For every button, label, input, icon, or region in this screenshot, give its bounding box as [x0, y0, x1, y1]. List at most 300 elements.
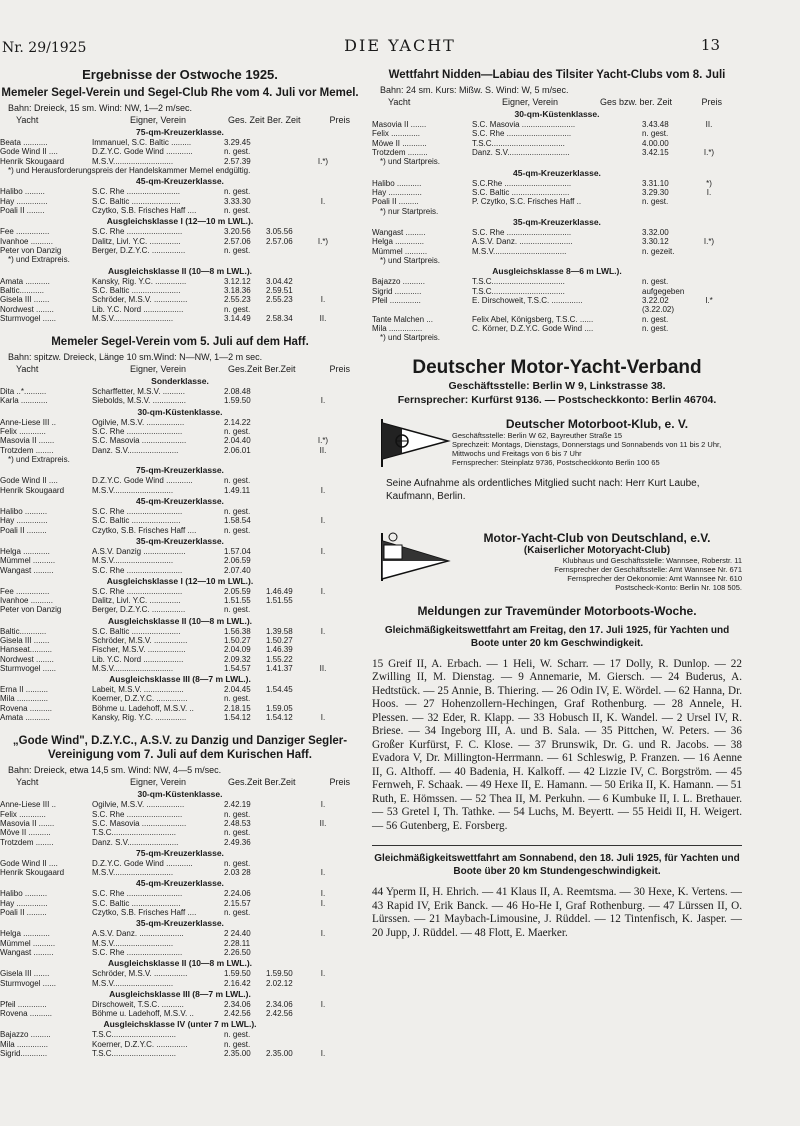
class-heading: Ausgleichsklasse I (12—10 m LWL.).: [106, 575, 254, 586]
corrected-time: [266, 1040, 306, 1049]
result-row: [0, 868, 360, 877]
owner-club: Dalitz, Livl. Y.C. ..............: [92, 596, 181, 606]
owner-club: Felix Abel, Königsberg, T.S.C. ......: [472, 314, 594, 324]
result-row: [0, 138, 360, 147]
column-headers: [0, 115, 360, 126]
elapsed-time: 2.42.56: [224, 1009, 251, 1019]
footnote: *) und Extrapreis.: [8, 454, 70, 464]
owner-club: Danz. S.V............................: [472, 147, 570, 157]
elapsed-time: 2.48.53: [224, 818, 251, 828]
meldungen-title: Meldungen zur Travemünder Motorboots-Woche.: [417, 603, 697, 618]
right-column: [372, 68, 742, 940]
result-row: [0, 1000, 360, 1009]
result-row: [0, 147, 360, 156]
race-time: n. gest.: [642, 314, 669, 324]
race-course: Bahn: Dreieck, 15 sm. Wind: NW, 1—2 m/sec.: [8, 103, 193, 113]
corrected-time: [266, 427, 306, 436]
elapsed-time: 3.14.49: [224, 313, 251, 323]
result-row: [0, 655, 360, 664]
column-headers: [0, 364, 360, 375]
owner-club: Danz. S.V.......................: [92, 445, 179, 455]
yacht-name: Fee ...............: [0, 586, 50, 596]
corrected-time: 1.55.22: [266, 654, 293, 664]
yacht-name: Mümmel ..........: [0, 938, 56, 948]
column-header: Ges.Zeit Ber.Zeit: [228, 777, 296, 788]
owner-club: D.Z.Y.C. Gode Wind ............: [92, 858, 193, 868]
result-row: [372, 228, 742, 237]
owner-club: A.S.V. Danz. ........................: [472, 237, 573, 247]
prize: [306, 859, 340, 868]
prize: I.: [320, 516, 326, 526]
prize: I.: [320, 969, 326, 979]
prize: I.: [320, 800, 326, 810]
race-time: 4.00.00: [642, 138, 669, 148]
race-time: 3.22.02: [642, 296, 669, 306]
result-row: [372, 324, 742, 333]
divider: [372, 845, 742, 846]
elapsed-time: n. gest.: [224, 205, 251, 215]
result-row: [0, 206, 360, 215]
race-time: 3.30.12: [642, 237, 669, 247]
yacht-name: Mümmel ..........: [0, 556, 56, 566]
dmk-message: Seine Aufnahme als ordentliches Mitglied sucht nach: Herr Kurt Laube, Kaufmann, Berlin.: [386, 477, 700, 502]
owner-club: Lib. Y.C. Nord ..................: [92, 304, 184, 314]
result-row: [0, 556, 360, 565]
corrected-time: [266, 246, 306, 255]
elapsed-time: n. gest.: [224, 605, 251, 615]
yacht-name: Sturmvogel ......: [0, 978, 57, 988]
column-header: Preis: [329, 364, 350, 375]
owner-club: Schröder, M.S.V. ...............: [92, 295, 188, 305]
corrected-time: 2.42.56: [266, 1009, 293, 1019]
dmyv-address: Geschäftsstelle: Berlin W 9, Linkstrasse 38.: [448, 379, 666, 392]
corrected-time: [266, 305, 306, 314]
yacht-name: Trotzdem ........: [0, 445, 54, 455]
column-header: Eigner, Verein: [129, 777, 187, 788]
owner-club: S.C. Baltic ......................: [92, 898, 181, 908]
elapsed-time: n. gest.: [224, 525, 251, 535]
result-row: [0, 645, 360, 654]
prize: [306, 655, 340, 664]
column-header: Preis: [329, 777, 350, 788]
result-row: [372, 277, 742, 286]
column-header: Ges.Zeit Ber.Zeit: [228, 364, 296, 375]
race-block: [372, 68, 742, 343]
prize: [306, 556, 340, 565]
result-row: [0, 664, 360, 673]
yacht-name: Anne-Liese III ..: [0, 417, 57, 427]
class-heading: Ausgleichsklasse I (12—10 m LWL.).: [106, 216, 254, 227]
elapsed-time: 3.29.45: [224, 138, 251, 147]
corrected-time: 1.59.50: [266, 969, 293, 979]
prize: [694, 287, 724, 296]
yacht-name: [372, 305, 472, 314]
class-heading: Ausgleichsklasse II (10—8 m LWL.).: [107, 615, 253, 626]
result-row: [0, 969, 360, 978]
result-row: [372, 247, 742, 256]
owner-club: S.C. Rhe .........................: [92, 889, 183, 899]
result-row: [372, 237, 742, 246]
column-header: Eigner, Verein: [501, 97, 559, 107]
class-heading: Ausgleichsklasse 8—6 m LWL.).: [492, 266, 622, 277]
corrected-time: 3.04.42: [266, 276, 293, 286]
prize: [306, 948, 340, 957]
result-row: [0, 939, 360, 948]
result-row: [0, 1009, 360, 1018]
prize: I.: [320, 626, 326, 636]
yacht-name: Gode Wind II ....: [0, 858, 58, 868]
prize: II.: [319, 818, 327, 828]
corrected-time: [266, 147, 306, 156]
elapsed-time: 2.14.22: [224, 417, 251, 427]
result-row: [372, 287, 742, 296]
race-title: „Gode Wind", D.Z.Y.C., A.S.V. zu Danzig und Danziger Segler-Vereinigung vom 7. Juli auf dem Kurischen Haff.: [12, 735, 348, 762]
yacht-name: Mila ..............: [0, 694, 49, 704]
class-heading: 45-qm-Kreuzerklasse.: [136, 878, 224, 889]
elapsed-time: 3.33.30: [224, 196, 251, 206]
corrected-time: [266, 929, 306, 938]
result-row: [372, 197, 742, 206]
owner-club: M.S.V...........................: [92, 156, 174, 166]
class-heading: 75-qm-Kreuzerklasse.: [136, 847, 224, 858]
class-heading: Ausgleichsklasse II (10—8 m LWL.).: [107, 265, 253, 276]
elapsed-time: 2.35.00: [224, 1049, 251, 1059]
owner-club: Siebolds, M.S.V. ...............: [92, 396, 186, 406]
yacht-name: Bajazzo .........: [0, 1030, 51, 1040]
elapsed-time: n. gest.: [224, 507, 251, 517]
owner-club: S.C. Masovia ....................: [92, 436, 187, 446]
result-row: [0, 436, 360, 445]
elapsed-time: n. gest.: [224, 828, 251, 838]
result-row: [0, 587, 360, 596]
elapsed-time: 1.54.57: [224, 663, 251, 673]
prize: [694, 139, 724, 148]
prize: [306, 286, 340, 295]
owner-club: D.Z.Y.C. Gode Wind ............: [92, 476, 193, 486]
footnote: *) und Startpreis.: [380, 333, 441, 343]
elapsed-time: 2.55.23: [224, 295, 251, 305]
column-header: Yacht: [388, 97, 411, 107]
result-row: [0, 507, 360, 516]
prize: [306, 277, 340, 286]
elapsed-time: 2.42.19: [224, 800, 251, 810]
elapsed-time: n. gest.: [224, 245, 251, 255]
class-heading: 30-qm-Küstenklasse.: [137, 789, 223, 800]
prize: I.: [320, 889, 326, 899]
corrected-time: 1.51.55: [266, 596, 293, 606]
page-number: 13: [700, 36, 720, 54]
owner-club: S.C. Baltic ..........................: [472, 187, 570, 197]
race-time: (3.22.02): [642, 305, 675, 315]
yacht-name: Rovena ..........: [0, 703, 53, 713]
corrected-time: [266, 819, 306, 828]
class-heading: 35-qm-Kreuzerklasse.: [513, 217, 601, 228]
corrected-time: 2.35.00: [266, 1049, 293, 1059]
class-heading: Ausgleichsklasse IV (unter 7 m LWL.).: [103, 1019, 257, 1030]
result-row: [0, 636, 360, 645]
yacht-name: Gisela III .......: [0, 969, 50, 979]
corrected-time: 1.50.27: [266, 636, 293, 645]
owner-club: Berger, D.Z.Y.C. ...............: [92, 605, 186, 615]
prize: [306, 1009, 340, 1018]
yacht-name: Halibo .........: [0, 187, 45, 197]
result-row: [0, 889, 360, 898]
owner-club: Ogilvie, M.S.V. .................: [92, 800, 185, 810]
prize: I.: [320, 999, 326, 1009]
owner-club: T.S.C.............................: [92, 1030, 177, 1040]
column-headers: [372, 97, 742, 108]
yacht-name: Beata ...........: [0, 138, 48, 147]
elapsed-time: 1.51.55: [224, 596, 251, 606]
yacht-name: Helga ............: [0, 546, 50, 556]
result-row: [372, 305, 742, 314]
myc-phone1: Fernsprecher der Geschäftsstelle: Amt Wannsee Nr. 671: [554, 564, 742, 574]
elapsed-time: n. gest.: [224, 694, 251, 704]
prize: [306, 418, 340, 427]
prize: [306, 605, 340, 614]
yacht-name: Gisela III .......: [0, 636, 50, 645]
elapsed-time: 2.03 28: [224, 868, 251, 878]
class-heading: 35-qm-Kreuzerklasse.: [136, 918, 224, 929]
yacht-name: Trotzdem .........: [372, 147, 428, 157]
corrected-time: [266, 197, 306, 206]
prize: *): [706, 178, 712, 188]
elapsed-time: n. gest.: [224, 1039, 251, 1049]
elapsed-time: 1.59.50: [224, 396, 251, 406]
yacht-name: Trotzdem ........: [0, 837, 54, 847]
yacht-name: Hanseat..........: [0, 645, 53, 655]
elapsed-time: 2.57.06: [224, 236, 251, 246]
owner-club: M.S.V...........................: [92, 313, 174, 323]
corrected-time: [266, 157, 306, 166]
owner-club: S.C. Rhe .........................: [92, 507, 183, 517]
yacht-name: Poali II .........: [0, 908, 47, 918]
prize: [694, 197, 724, 206]
corrected-time: 2.02.12: [266, 978, 293, 988]
owner-club: S.C. Baltic ......................: [92, 626, 181, 636]
corrected-time: [266, 436, 306, 445]
class-heading: 30-qm-Küstenklasse.: [514, 109, 600, 119]
prize: [306, 206, 340, 215]
class-heading: Ausgleichsklasse III (8—7 m LWL.).: [109, 674, 251, 685]
prize: [306, 838, 340, 847]
yacht-name: Henrik Skougaard: [0, 868, 65, 878]
race-title: Memeler Segel-Verein vom 5. Juli auf dem Haff.: [51, 336, 309, 349]
myc-subname: (Kaiserlicher Motoryacht-Club): [523, 544, 671, 556]
owner-club: Kansky, Rig. Y.C. ..............: [92, 713, 187, 723]
owner-club: S.C. Rhe .........................: [92, 427, 183, 437]
club-myc: [372, 531, 742, 592]
column-headers: [0, 777, 360, 788]
owner-club: M.S.V...........................: [92, 938, 174, 948]
prize: [694, 277, 724, 286]
prize: [306, 645, 340, 654]
prize: I.: [320, 898, 326, 908]
footnote: *) und Startpreis.: [380, 255, 441, 265]
column-header: Eigner, Verein: [129, 364, 187, 375]
yacht-name: Masovia II .......: [0, 818, 55, 828]
page-header: [0, 0, 800, 60]
owner-club: S.C. Rhe .........................: [92, 227, 183, 237]
owner-club: Czytko, S.B. Frisches Haff ....: [92, 908, 197, 918]
yacht-name: Wangast .........: [372, 228, 426, 238]
yacht-name: Wangast .........: [0, 947, 54, 957]
owner-club: M.S.V...........................: [92, 868, 174, 878]
yacht-name: Sturmvogel ......: [0, 313, 57, 323]
result-row: [0, 1040, 360, 1049]
corrected-time: [266, 859, 306, 868]
corrected-time: 3.05.56: [266, 227, 293, 237]
dmk-address: Geschäftsstelle: Berlin W 62, Bayreuther Straße 15: [452, 430, 623, 440]
elapsed-time: 2.07.40: [224, 565, 251, 575]
yacht-name: Masovia II .......: [0, 436, 55, 446]
result-row: [372, 148, 742, 157]
corrected-time: [266, 828, 306, 837]
elapsed-time: 2.04.45: [224, 685, 251, 695]
prize: II.: [319, 445, 327, 455]
yacht-name: Poali II ........: [0, 205, 45, 215]
result-row: [372, 179, 742, 188]
issue-number: Nr. 29/1925: [2, 40, 87, 56]
yacht-name: Gode Wind II ....: [0, 147, 58, 157]
magazine-title: DIE YACHT: [344, 36, 456, 55]
owner-club: S.C. Rhe .........................: [92, 947, 183, 957]
dmyv-title: Deutscher Motor-Yacht-Verband: [412, 356, 702, 378]
owner-club: S.C. Baltic ......................: [92, 516, 181, 526]
yacht-name: Gisela III .......: [0, 295, 50, 305]
owner-club: T.S.C.............................: [92, 1049, 177, 1059]
yacht-name: Hay ...............: [372, 187, 422, 197]
owner-club: Dirschoweit, T.S.C. ..........: [92, 999, 184, 1009]
elapsed-time: n. gest.: [224, 1030, 251, 1040]
owner-club: T.S.C.............................: [92, 828, 177, 838]
corrected-time: [266, 526, 306, 535]
yacht-name: Baltic...........: [0, 285, 45, 295]
prize: [694, 247, 724, 256]
yacht-name: Peter von Danzig: [0, 245, 62, 255]
nidden-labiau-race: [372, 68, 742, 343]
elapsed-time: n. gest.: [224, 427, 251, 437]
corrected-time: 1.46.49: [266, 586, 293, 596]
corrected-time: [266, 486, 306, 495]
result-row: [0, 314, 360, 323]
owner-club: T.S.C.................................: [472, 138, 565, 148]
elapsed-time: 2.05.59: [224, 586, 251, 596]
prize: I.: [320, 396, 326, 406]
column-header: Yacht: [16, 115, 39, 125]
result-row: [0, 446, 360, 455]
prize: [306, 685, 340, 694]
result-row: [0, 819, 360, 828]
yacht-name: Wangast .........: [0, 565, 54, 575]
prize: I.: [320, 868, 326, 878]
race-title: Memeler Segel-Verein und Segel-Club Rhe vom 4. Juli vor Memel.: [1, 87, 359, 99]
corrected-time: [266, 547, 306, 556]
dmk-phone: Fernsprecher: Steinplatz 9736, Postscheckkonto Berlin 100 65: [452, 457, 660, 467]
prize: I.*: [705, 296, 713, 306]
prize: [306, 694, 340, 703]
corrected-time: [266, 516, 306, 525]
yacht-name: Henrik Skougaard: [0, 485, 65, 495]
yacht-name: Pfeil ..............: [372, 296, 421, 306]
yacht-name: Halibo ..........: [0, 507, 48, 517]
race-time: 3.31.10: [642, 178, 669, 188]
yacht-name: Helga ............: [0, 929, 50, 939]
owner-club: S.C. Rhe .........................: [92, 586, 183, 596]
prize: [306, 1040, 340, 1049]
corrected-time: 1.46.39: [266, 645, 293, 655]
corrected-time: 2.58.34: [266, 313, 293, 323]
owner-club: P. Czytko, S.C. Frisches Haff ..: [472, 197, 582, 207]
result-row: [0, 704, 360, 713]
corrected-time: 2.34.06: [266, 999, 293, 1009]
yacht-name: Erna II ..........: [0, 685, 49, 695]
result-row: [0, 596, 360, 605]
owner-club: Berger, D.Z.Y.C. ...............: [92, 245, 186, 255]
elapsed-time: 1.56.38: [224, 626, 251, 636]
yacht-name: Amata ...........: [0, 713, 50, 723]
race-time: n. gest.: [642, 129, 669, 139]
yacht-name: Nordwest ........: [0, 654, 54, 664]
result-row: [0, 387, 360, 396]
elapsed-time: 2.26.50: [224, 947, 251, 957]
elapsed-time: 1.49.11: [224, 485, 251, 495]
corrected-time: [266, 396, 306, 405]
elapsed-time: 1.58.54: [224, 516, 251, 526]
elapsed-time: 2 24.40: [224, 929, 251, 939]
yacht-name: Sturmvogel ......: [0, 663, 57, 673]
yacht-name: Karla ............: [0, 396, 48, 406]
corrected-time: 1.59.05: [266, 703, 293, 713]
elapsed-time: n. gest.: [224, 908, 251, 918]
prize: [306, 227, 340, 236]
elapsed-time: 2.18.15: [224, 703, 251, 713]
class-heading: 45-qm-Kreuzerklasse.: [136, 176, 224, 187]
prize: I.: [320, 713, 326, 723]
meldungen-text2: 44 Yperm II, H. Ehrich. — 41 Klaus II, A. Reemtsma. — 30 Hexe, K. Vertens. — 43 Rapid IV, Erik Banck. — 46 Ho-He I, Graf Rothenburg. — 47 Lürssen II, O. Lürssen. — 21 Maybach-Limousine, J. Rüddel. — 12 Tintenfisch, K. Jasper. — 20 Jupp, J. Rüddel. — 48 Flott, E. Maerker.: [372, 886, 742, 939]
result-row: [372, 188, 742, 197]
result-row: [0, 828, 360, 837]
corrected-time: [266, 387, 306, 396]
prize: [694, 315, 724, 324]
yacht-name: Felix ............: [0, 427, 46, 437]
race-course: Bahn: 24 sm. Kurs: Mißw. S. Wind: W, 5 m/sec.: [380, 85, 569, 95]
result-row: [372, 315, 742, 324]
yacht-name: Möwe II ...........: [372, 138, 427, 148]
elapsed-time: 2.57.39: [224, 156, 251, 166]
corrected-time: [266, 868, 306, 877]
result-row: [0, 685, 360, 694]
yacht-name: Masovia II .......: [372, 120, 427, 129]
footnote: *) und Extrapreis.: [8, 255, 70, 265]
yacht-name: Ivanhoe ..........: [0, 236, 53, 246]
class-heading: 45-qm-Kreuzerklasse.: [136, 496, 224, 507]
race-time: aufgegeben: [642, 286, 685, 296]
elapsed-time: 2.24.06: [224, 889, 251, 899]
elapsed-time: 2.06.01: [224, 445, 251, 455]
yacht-name: Pfeil .............: [0, 999, 47, 1009]
prize: I.: [320, 295, 326, 305]
prize: [306, 979, 340, 988]
owner-club: M.S.V...........................: [92, 485, 174, 495]
prize: [694, 129, 724, 138]
column-header: Ges bzw. ber. Zeit: [600, 97, 673, 107]
yacht-name: Baltic............: [0, 626, 47, 636]
prize: [694, 305, 724, 314]
corrected-time: [266, 605, 306, 614]
yacht-name: Bajazzo ..........: [372, 277, 425, 287]
yacht-name: Dita ..*..........: [0, 387, 47, 397]
